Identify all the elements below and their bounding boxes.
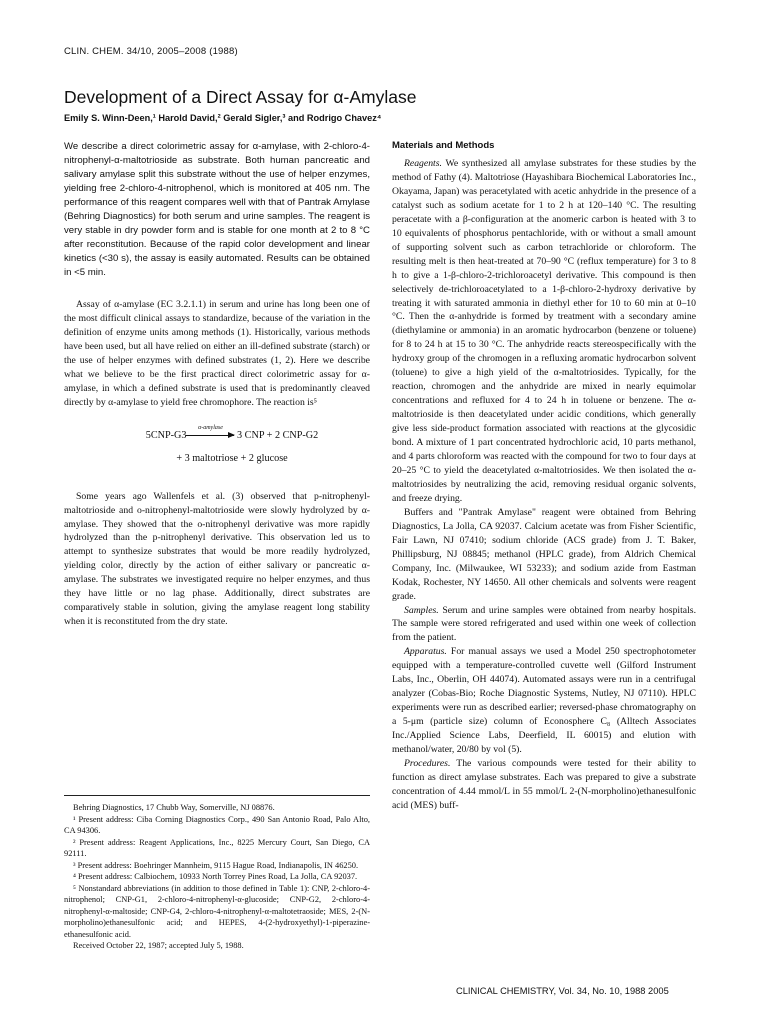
runin-heading: Reagents. — [404, 158, 442, 169]
footnotes — [64, 795, 370, 952]
runin-heading: Apparatus. — [404, 646, 447, 658]
paragraph-text: Buffers and "Pantrak Amylase" reagent were obtained from Behring Diagnostics, La Jolla, CA 92037. Calcium acetate was from Fisher Scientific, Fair Lawn, NJ 07410; sodium chloride (ACS grade) from J. T. Baker, Phillipsburg, NJ 08845; methanol (HPLC grade), from Aldrich Chemical Company, Inc. (Milwaukee, WI 53233); and sodium azide from Eastman Kodak, Rochester, NY 14650. All other chemicals and solvents were reagent grade. — [392, 506, 696, 602]
reaction-arrow — [186, 424, 234, 436]
methods-paragraph-procedures — [392, 757, 696, 813]
right-column — [392, 140, 696, 813]
paragraph-text: We synthesized all amylase substrates for these studies by the method of Fathy (4). Maltotriose (Hayashibara Biochemical Laboratories Inc., Okayama, Japan) was peracetylated with acetic anhydride in the presence of a catalyst such as sodium acetate for 1 to 2 h at 120–140 °C. The resulting peracetate with a β-configuration at the anomeric carbon is heated with 3 to 10 equivalents of phosphorus pentachloride, with or without a small amount of supporting solvent such as carbon tetrachloride or chloroform. The resulting melt is then heat-treated at 70–90 °C (reflux temperature) for 3 to 8 h to give a 1-β-chloro-2-trichloroacetyl derivative. This compound is then selectively de-trichloroacetylated to a 1-β-chloro-2-hydroxy derivative by treating it with saturated ammonia in diethyl ether for 10 to 60 min at 0–10 °C. Then the α-anhydride is formed by treatment with a secondary amine (diethylamine or ammonia) in an aromatic hydrocarbon (benzene or toluene) for 8 to 24 h at 15 to 30 °C. The anhydride reacts stereospecifically with the hydroxy group of the chromogen in a refluxing aromatic hydrocarbon solvent (toluene) to give a high yield of the α-maltotriosides. Typically, for the reaction, chromogen and the anhydride are mixed in nearly equimolar concentrations and refluxed for 4 to 24 h in toluene or benzene. The α-maltotrioside is then deacetylated under acidic conditions, which generally give less side-product formation associated with reactions at the glycosidic bond. A mixture of 1 part concentrated hydrochloric acid, 10 parts methanol, and 4 parts chloroform was reacted with the compound for two to four days at 20–25 °C to yield the deacetylated α-maltotriosides. We then isolated the α-maltotriosides by neutralizing the acid, removing residual organic solvents, and freeze drying. — [392, 158, 696, 504]
received-dates: Received October 22, 1987; accepted July 5, 1988. — [73, 941, 244, 950]
methods-section — [392, 157, 696, 813]
footnote-5-abbreviations: ⁵ Nonstandard abbreviations (in addition to those defined in Table 1): CNP, 2-chloro-4-nitrophenol; CNP-G1, 2-chloro-4-nitrophenyl-α-glucoside; CNP-G2, 2-chloro-4-nitrophenyl-α-maltoside; CNP-G4, 2-chloro-4-nitrophenyl-α-maltotetraoside; MES, 2-(N-morpholino)ethanesulfonic acid; and HEPES, 4-(2-hydroxyethyl)-1-piperazine-ethanesulfonic acid. — [64, 883, 370, 939]
background-section — [64, 490, 370, 630]
paragraph-text: The various compounds were tested for their ability to function as direct amylase substrates. Each was prepared to give a substrate concentration of 4.44 mmol/L in 55 mmol/L 2-(N-morpholino)ethanesulfonic acid (MES) buff- — [392, 757, 696, 811]
methods-paragraph-samples — [392, 604, 696, 646]
footnote-affiliation: Behring Diagnostics, 17 Chubb Way, Somerville, NJ 08876. — [73, 803, 275, 812]
article-title: Development of a Direct Assay for α-Amylase — [64, 87, 417, 107]
footnote-3: ³ Present address: Boehringer Mannheim, 9115 Hague Road, Indianapolis, IN 46250. — [73, 860, 359, 870]
reaction-reactant: 5CNP-G3 — [145, 429, 187, 441]
reaction-arrow-label: α-amylase — [198, 424, 223, 431]
page-footer: CLINICAL CHEMISTRY, Vol. 34, No. 10, 1988 2005 — [456, 986, 669, 996]
section-heading: Materials and Methods — [392, 140, 495, 151]
journal-citation: CLIN. CHEM. 34/10, 2005–2008 (1988) — [64, 46, 238, 57]
footnote-4: ⁴ Present address: Calbiochem, 10933 North Torrey Pines Road, La Jolla, CA 92037. — [73, 872, 358, 881]
runin-heading: Samples. — [404, 604, 439, 616]
author-list: Emily S. Winn-Deen,¹ Harold David,² Gerald Sigler,³ and Rodrigo Chavez⁴ — [64, 113, 382, 123]
abstract — [64, 140, 370, 280]
paragraph-text: For manual assays we used a Model 250 spectrophotometer equipped with a temperature-controlled cuvette well (Gilford Instrument Labs, Inc., Oberlin, OH 44074). Automated assays were run in a centrifugal analyzer (Cobas-Bio; Roche Diagnostic Systems, Nutley, NJ 07110). HPLC experiments were run as described earlier; reversed-phase chromatography on a 5-μm (particle size) column of Econosphere C₈ (Alltech Associates Inc./Applied Science Labs, Deerfield, IL 60015) and elution with methanol/water, 20/80 by vol (5). — [392, 646, 696, 756]
left-column — [64, 140, 370, 629]
reaction-line-1 — [94, 424, 370, 447]
reaction-line-2: + 3 maltotriose + 2 glucose — [176, 452, 288, 464]
background-paragraph: Some years ago Wallenfels et al. (3) observed that p-nitrophenyl-maltotrioside and o-nitrophenyl-maltotrioside were slowly hydrolyzed by α-amylase. They showed that the o-nitrophenyl derivative was more rapidly hydrolyzed than the p-nitrophenyl derivative. This observation led us to attempt to synthesize substrates that would be more readily hydrolyzed, yielding color, directly by the action of either salivary or pancreatic α-amylase. The substrates we investigated require no helper enzymes, and thus they have little or no lag phase. Additionally, direct substrates are comparatively stable in solution, giving the amylase reagent long stability when it is reconstituted from the dry state. — [64, 490, 370, 628]
methods-paragraph-buffers — [392, 506, 696, 604]
methods-paragraph-reagents — [392, 157, 696, 506]
reaction-equation — [64, 424, 370, 470]
footnote-1: ¹ Present address: Ciba Corning Diagnostics Corp., 490 San Antonio Road, Palo Alto, CA 94306. — [64, 814, 370, 835]
abstract-text: We describe a direct colorimetric assay for α-amylase, with 2-chloro-4-nitrophenyl-α-maltotrioside as substrate. Both human pancreatic and salivary amylase split this substrate without the use of helper enzymes, yielding free 2-chloro-4-nitrophenol, which is monitored at 405 nm. The performance of this reagent compares well with that of Pantrak Amylase (Behring Diagnostics) for both serum and urine samples. The reagent is very stable in dry powder form and is stable for one month at 2 to 8 °C after reconstitution. Because of the rapid color development and linear kinetics (<30 s), the assay is easily automated. Results can be obtained in <5 min. — [64, 141, 370, 278]
methods-paragraph-apparatus — [392, 645, 696, 757]
intro-paragraph: Assay of α-amylase (EC 3.2.1.1) in serum and urine has long been one of the most difficult clinical assays to standardize, because of the variation in the definition of enzyme units among methods (1). Historically, various methods have been used, but all have relied on either an ill-defined substrate (starch) or the use of helper enzymes with defined substrates (1, 2). Here we describe what we believe to be the first practical direct colorimetric assay for α-amylase, in which a defined substrate is used that is predominantly cleaved directly by α-amylase to yield free chromophore. The reaction is⁵ — [64, 299, 370, 408]
paragraph-text: Serum and urine samples were obtained from nearby hospitals. The sample were stored refrigerated and used within one week of collection from the patient. — [392, 604, 696, 644]
introduction — [64, 298, 370, 410]
reaction-products: 3 CNP + 2 CNP-G2 — [237, 429, 319, 441]
footnote-2: ² Present address: Reagent Applications, Inc., 8225 Mercury Court, San Diego, CA 92111. — [64, 837, 370, 858]
runin-heading: Procedures. — [404, 757, 451, 769]
